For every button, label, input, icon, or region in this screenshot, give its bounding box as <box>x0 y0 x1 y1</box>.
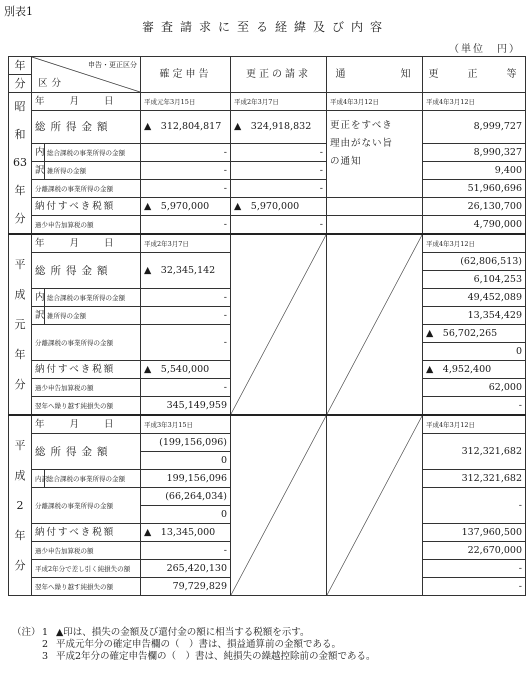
header-kousei: 更 正 等 <box>423 57 526 93</box>
cell-value: 6,104,253 <box>423 271 526 289</box>
cell-date: 平成4年3月12日 <box>423 234 526 253</box>
cell-value: ▲ 32,345,142 <box>141 253 231 289</box>
appeal-history-table <box>8 56 526 596</box>
cell-value: - <box>141 542 231 560</box>
notice-text: 更正をすべき 理由がない旨 の通知 <box>327 111 423 198</box>
row-label-separate-tax: 分離課税の事業所得の金額 <box>32 180 141 198</box>
year-label-heisei1: 平成元年分 <box>9 234 32 415</box>
cell-value: 8,999,727 <box>423 111 526 144</box>
header-corner-top: 申告・更正区分 <box>88 61 137 69</box>
cell-value: 345,149,959 <box>141 397 231 416</box>
cell-value: 8,990,327 <box>423 144 526 162</box>
cell-date: 平成4年3月12日 <box>327 93 423 111</box>
row-label-date: 年 月 日 <box>32 234 141 253</box>
cell-value: 312,321,682 <box>423 470 526 488</box>
cell-value: ▲ 4,952,400 <box>423 361 526 379</box>
footnote-head: （注） <box>12 627 41 638</box>
row-label-business-income: 総合課税の事業所得の金額 <box>45 470 141 488</box>
row-label-carryforward: 翌年へ繰り越す純損失の額 <box>32 578 141 596</box>
cell-value: (199,156,096) <box>141 434 231 452</box>
cell-value: - <box>423 397 526 416</box>
row-label-total-income: 総所得金額 <box>32 434 141 470</box>
cell-value: - <box>231 144 327 162</box>
cell-value: - <box>231 162 327 180</box>
cell-value: - <box>141 216 231 235</box>
row-label-penalty: 過少申告加算税の額 <box>32 216 141 235</box>
cell-value: 0 <box>423 343 526 361</box>
row-label-carryforward: 翌年へ繰り越す純損失の額 <box>32 397 141 416</box>
row-label-penalty: 過少申告加算税の額 <box>32 379 141 397</box>
header-kakutei: 確定申告 <box>141 57 231 93</box>
cell-value: (62,806,513) <box>423 253 526 271</box>
cell-empty <box>327 198 423 216</box>
row-label-tax-due: 納付すべき税額 <box>32 361 141 379</box>
row-label-uchiwake: 内訳 <box>32 470 45 488</box>
document-title: 審査請求に至る経緯及び内容 <box>141 20 389 34</box>
cell-value: - <box>231 180 327 198</box>
header-seikyu: 更正の請求 <box>231 57 327 93</box>
year-label-heisei2: 平成2年分 <box>9 415 32 596</box>
cell-date: 平成3年3月15日 <box>141 415 231 434</box>
slashed-cell <box>231 234 327 415</box>
cell-value: ▲ 5,970,000 <box>141 198 231 216</box>
cell-value: - <box>423 560 526 578</box>
row-label-business-income: 総合課税の事業所得の金額 <box>45 289 141 307</box>
cell-value: ▲ 312,804,817 <box>141 111 231 144</box>
cell-value: - <box>231 216 327 235</box>
cell-date: 平成4年3月12日 <box>423 415 526 434</box>
row-label-business-income: 総合課税の事業所得の金額 <box>45 144 141 162</box>
cell-value: 79,729,829 <box>141 578 231 596</box>
cell-empty <box>327 216 423 235</box>
cell-value: 62,000 <box>423 379 526 397</box>
cell-value: - <box>423 488 526 524</box>
cell-date: 平成2年3月7日 <box>231 93 327 111</box>
row-label-misc-income: 雑所得の金額 <box>45 162 141 180</box>
footnote: 3 平成2年分の確定申告欄の（ ）書は、純損失の繰越控除前の金額である。 <box>42 651 376 662</box>
cell-value: ▲ 324,918,832 <box>231 111 327 144</box>
unit-label: （単位 円） <box>449 44 521 55</box>
cell-value: - <box>141 180 231 198</box>
footnote: （注） 1 ▲印は、損失の金額及び還付金の額に相当する税額を示す。 <box>12 627 310 638</box>
cell-value: (66,264,034) <box>141 488 231 506</box>
cell-value: 49,452,089 <box>423 289 526 307</box>
cell-date: 平成元年3月15日 <box>141 93 231 111</box>
cell-value: 199,156,096 <box>141 470 231 488</box>
slashed-cell <box>327 415 423 596</box>
row-label-total-income: 総所得金額 <box>32 253 141 289</box>
cell-value: ▲ 5,540,000 <box>141 361 231 379</box>
cell-value: - <box>141 289 231 307</box>
header-year: 年 <box>9 57 32 75</box>
cell-value: 51,960,696 <box>423 180 526 198</box>
header-tsuchi: 通 知 <box>327 57 423 93</box>
row-label-loss-deducted: 平成2年分で差し引く純損失の額 <box>32 560 141 578</box>
cell-value: - <box>141 325 231 361</box>
slashed-cell <box>231 415 327 596</box>
row-label-total-income: 総所得金額 <box>32 111 141 144</box>
row-label-uchi: 内 <box>32 289 45 307</box>
cell-date: 平成2年3月7日 <box>141 234 231 253</box>
cell-value: 137,960,500 <box>423 524 526 542</box>
row-label-misc-income: 雑所得の金額 <box>45 307 141 325</box>
header-corner <box>32 57 141 93</box>
row-label-tax-due: 納付すべき税額 <box>32 524 141 542</box>
cell-value: ▲ 13,345,000 <box>141 524 231 542</box>
cell-value: 22,670,000 <box>423 542 526 560</box>
cell-value: 312,321,682 <box>423 434 526 470</box>
row-label-separate-tax: 分離課税の事業所得の金額 <box>32 325 141 361</box>
cell-value: - <box>141 162 231 180</box>
cell-value: - <box>423 578 526 596</box>
cell-value: 26,130,700 <box>423 198 526 216</box>
slashed-cell <box>327 234 423 415</box>
row-label-tax-due: 納付すべき税額 <box>32 198 141 216</box>
cell-value: - <box>141 379 231 397</box>
document-label: 別表1 <box>4 5 33 18</box>
row-label-date: 年 月 日 <box>32 93 141 111</box>
row-label-wake: 訳 <box>32 307 45 325</box>
cell-value: 0 <box>141 506 231 524</box>
cell-value: - <box>141 307 231 325</box>
row-label-date: 年 月 日 <box>32 415 141 434</box>
cell-value: 9,400 <box>423 162 526 180</box>
cell-value: 13,354,429 <box>423 307 526 325</box>
year-label-showa63: 昭和63年分 <box>9 93 32 235</box>
header-corner-bottom: 区分 <box>38 78 66 89</box>
cell-value: ▲ 5,970,000 <box>231 198 327 216</box>
cell-date: 平成4年3月12日 <box>423 93 526 111</box>
row-label-separate-tax: 分離課税の事業所得の金額 <box>32 488 141 524</box>
cell-value: ▲ 56,702,265 <box>423 325 526 343</box>
header-bun: 分 <box>9 75 32 93</box>
cell-value: 4,790,000 <box>423 216 526 235</box>
cell-value: 0 <box>141 452 231 470</box>
cell-value: - <box>141 144 231 162</box>
cell-value: 265,420,130 <box>141 560 231 578</box>
footnote: 2 平成元年分の確定申告欄の（ ）書は、損益通算前の金額である。 <box>42 639 342 650</box>
row-label-wake: 訳 <box>32 162 45 180</box>
row-label-uchi: 内 <box>32 144 45 162</box>
footnotes <box>12 627 376 663</box>
row-label-penalty: 過少申告加算税の額 <box>32 542 141 560</box>
